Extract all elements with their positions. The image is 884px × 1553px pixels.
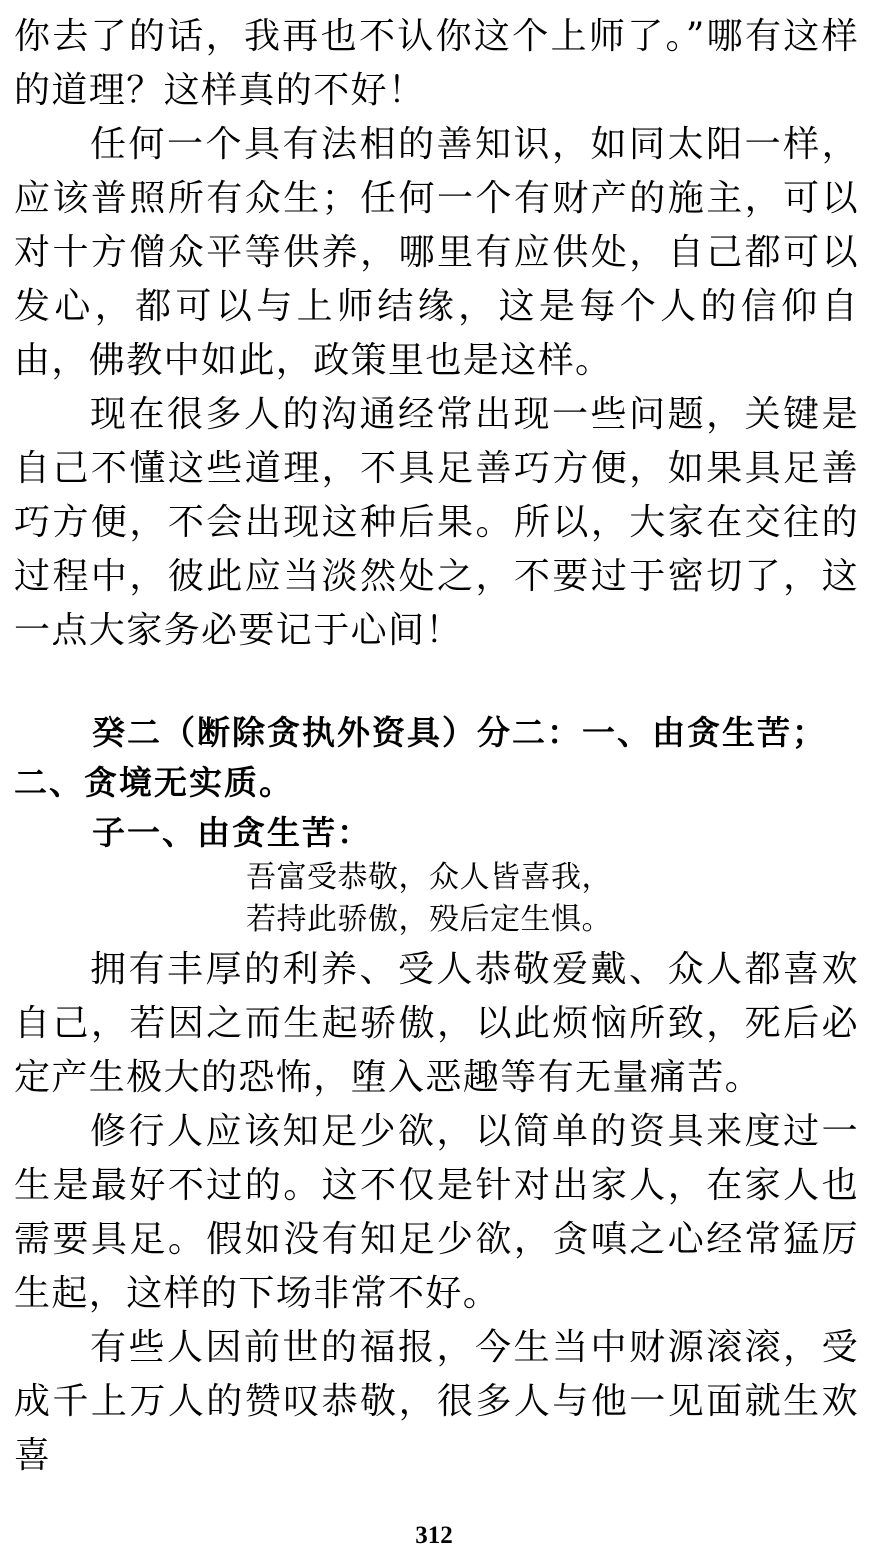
body-paragraph: 修行人应该知足少欲，以简单的资具来度过一生是最好不过的。这不仅是针对出家人，在家人也需要具足。假如没有知足少欲，贪嗔之心经常猛厉生起，这样的下场非常不好。 bbox=[14, 1111, 859, 1314]
page-number: 312 bbox=[415, 1522, 453, 1549]
body-paragraph-continuation: 你去了的话，我再也不认你这个上师了。”哪有这样的道理？这样真的不好！ bbox=[14, 16, 859, 111]
verse-line: 吾富受恭敬，众人皆喜我， bbox=[246, 860, 612, 895]
verse-block bbox=[246, 857, 612, 941]
section-heading: 癸二（断除贪执外资具）分二：一、由贪生苦；二、贪境无实质。 bbox=[14, 713, 827, 802]
body-paragraph: 拥有丰厚的利养、受人恭敬爱戴、众人都喜欢自己，若因之而生起骄傲，以此烦恼所致，死后必定产生极大的恐怖，堕入恶趣等有无量痛苦。 bbox=[14, 949, 859, 1098]
body-paragraph: 现在很多人的沟通经常出现一些问题，关键是自己不懂这些道理，不具足善巧方便，如果具足善巧方便，不会出现这种后果。所以，大家在交往的过程中，彼此应当淡然处之，不要过于密切了，这一点大家务必要记于心间！ bbox=[14, 394, 859, 651]
verse-line: 若持此骄傲，殁后定生惧。 bbox=[246, 902, 612, 937]
body-paragraph: 有些人因前世的福报，今生当中财源滚滚，受成千上万人的赞叹恭敬，很多人与他一见面就生欢喜 bbox=[14, 1327, 859, 1476]
body-paragraph: 任何一个具有法相的善知识，如同太阳一样，应该普照所有众生；任何一个有财产的施主，可以对十方僧众平等供养，哪里有应供处，自己都可以发心，都可以与上师结缘，这是每个人的信仰自由，佛教中如此，政策里也是这样。 bbox=[14, 124, 859, 381]
subsection-heading: 子一、由贪生苦： bbox=[92, 813, 372, 852]
